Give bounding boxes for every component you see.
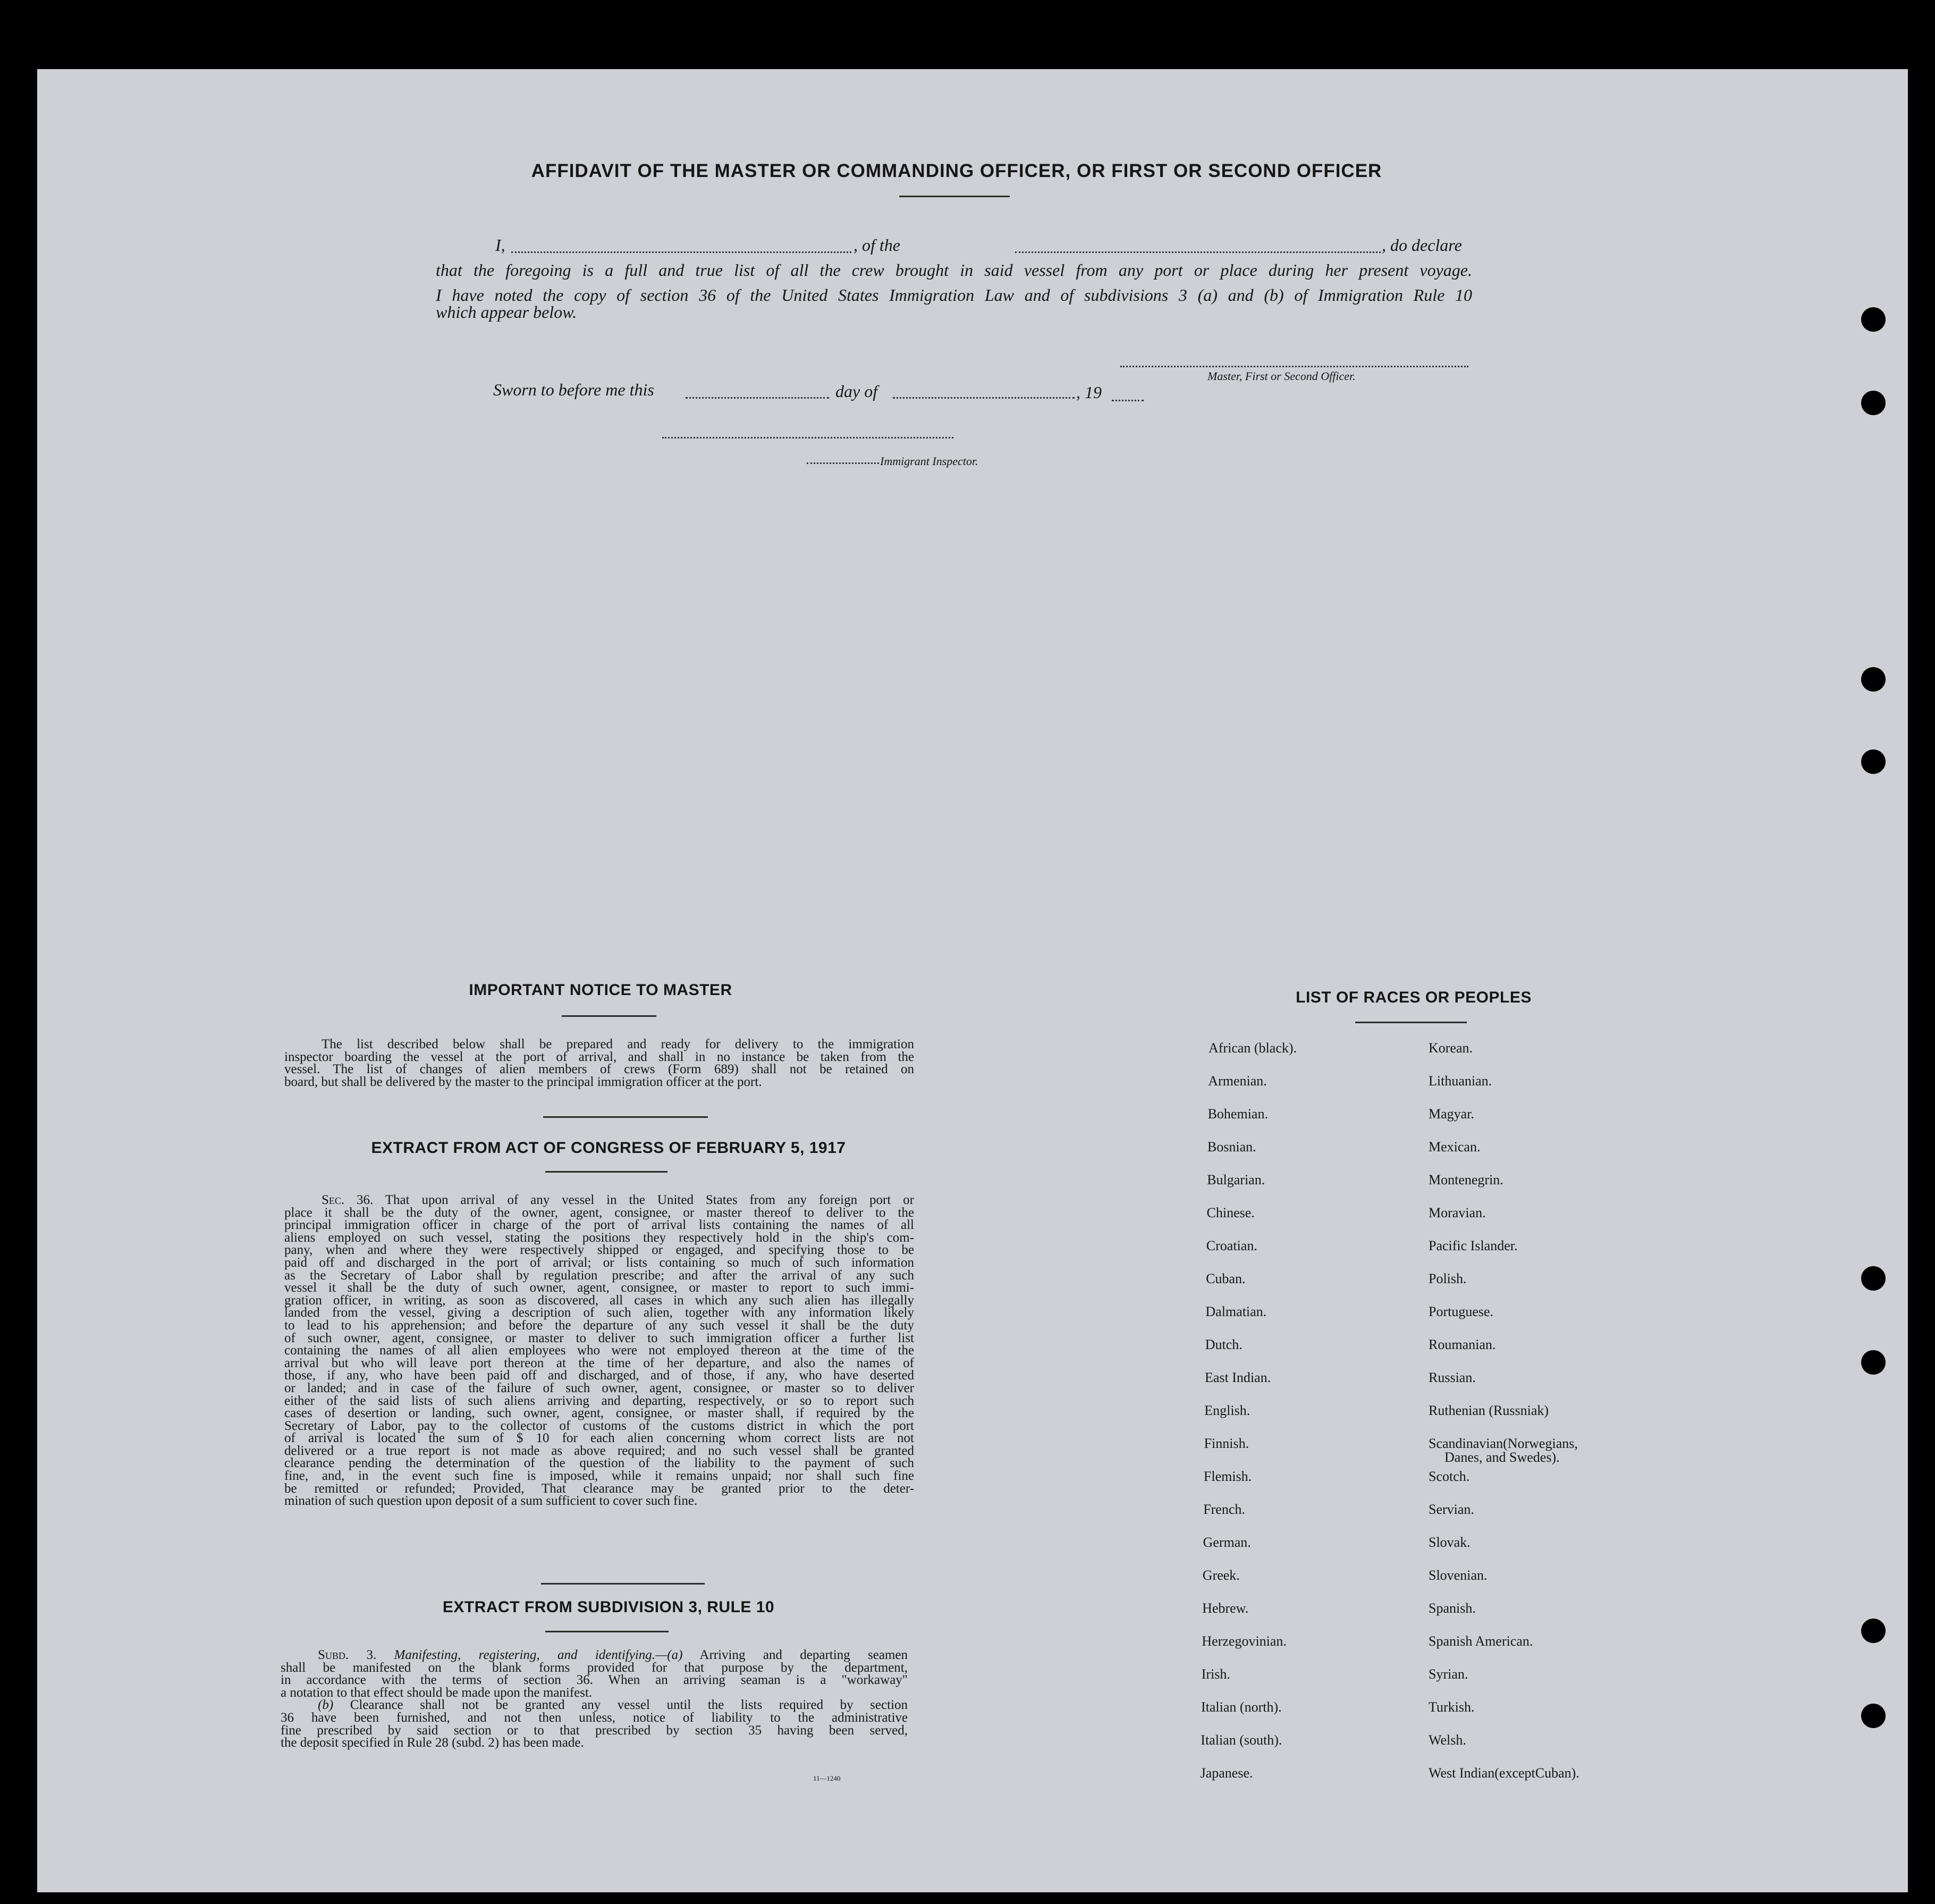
act-line: aliens employed on such vessel, stating the positions they respectively hold in the ship's com-: [284, 1230, 914, 1245]
rule-extract-title: EXTRACT FROM SUBDIVISION 3, RULE 10: [442, 1598, 775, 1616]
race-item: Dutch.: [1205, 1337, 1243, 1352]
punch-hole: [1861, 1350, 1886, 1375]
race-item: Irish.: [1201, 1666, 1230, 1682]
affidavit-declaration-line: [436, 237, 1472, 255]
punch-hole: [1861, 1266, 1886, 1291]
act-extract-underline: [545, 1171, 667, 1173]
act-line: fine, and, in the event such fine is imposed, while it remains unpaid; nor shall such fine: [284, 1469, 914, 1484]
act-line: Secretary of Labor, pay to the collector of customs of the customs district in which the port: [284, 1418, 914, 1433]
act-line: paid off and discharged in the port of arrival; or lists containing so much of such information: [284, 1255, 914, 1270]
race-item: Korean.: [1429, 1040, 1473, 1056]
act-line: vessel it shall be the duty of such owner, agent, consignee, or master to report to such immi-: [284, 1280, 914, 1295]
race-item: Bulgarian.: [1207, 1172, 1265, 1187]
act-line: principal immigration officer in charge of the port of arrival lists containing the names of all: [284, 1218, 914, 1233]
race-item: Welsh.: [1429, 1732, 1466, 1748]
race-item: Finnish.: [1204, 1436, 1249, 1451]
subd-label: Subd. 3.: [318, 1648, 377, 1662]
race-item: Italian (north).: [1201, 1699, 1282, 1715]
i-label: I,: [495, 235, 505, 255]
rule-line: 36 have been furnished, and not then unless, notice of liability to the administrative: [281, 1710, 908, 1725]
race-item: Pacific Islander.: [1429, 1238, 1518, 1253]
act-line: landed from the vessel, giving a description of such alien, together with any information likely: [284, 1305, 914, 1320]
race-item: Bohemian.: [1207, 1106, 1268, 1122]
act-extract-title: EXTRACT FROM ACT OF CONGRESS OF FEBRUARY 5, 1917: [371, 1139, 846, 1157]
act-line: mination of such question upon deposit of a sum sufficient to cover such fine.: [284, 1494, 698, 1509]
affidavit-title: AFFIDAVIT OF THE MASTER OR COMMANDING OFFICER, OR FIRST OR SECOND OFFICER: [531, 161, 1382, 181]
punch-hole: [1861, 749, 1886, 774]
act-line: Sec. 36. That upon arrival of any vessel in the United States from any foreign port or: [322, 1193, 914, 1207]
race-item: Mexican.: [1429, 1139, 1481, 1155]
act-line: arrival but who will leave port thereon at the time of her departure, and also the names of: [284, 1355, 914, 1370]
do-declare-label: , do declare: [1382, 235, 1462, 255]
act-line: of arrival is located the sum of $ 10 for each alien concerning whom correct lists are not: [284, 1431, 914, 1446]
rule-extract-underline: [545, 1631, 669, 1632]
act-extract-text: [284, 1194, 914, 1507]
race-item: Japanese.: [1200, 1765, 1253, 1781]
act-line: place it shall be the duty of the owner, agent, consignee, or master thereof to deliver to the: [284, 1205, 914, 1220]
race-item: Scandinavian(Norwegians,: [1429, 1436, 1578, 1451]
punch-hole: [1861, 1704, 1886, 1728]
act-line: clearance pending the determination of the question of the liability to the payment of such: [284, 1456, 914, 1471]
rule-line: a notation to that effect should be made upon the manifest.: [281, 1685, 593, 1700]
sworn-day-field[interactable]: [686, 397, 829, 399]
notice-line: vessel. The list of changes of alien members of crews (Form 689) shall not be retained on: [284, 1062, 914, 1077]
race-item: Scotch.: [1429, 1469, 1470, 1484]
document-page: [37, 69, 1908, 1892]
rule-line: (b) Clearance shall not be granted any vessel until the lists required by section: [318, 1698, 908, 1713]
vessel-name-field[interactable]: [1015, 251, 1381, 253]
notice-underline: [562, 1015, 656, 1017]
race-item: Spanish.: [1429, 1600, 1476, 1616]
rule-extract-text: [281, 1649, 908, 1749]
punch-hole: [1861, 391, 1886, 415]
rule-line: in accordance with the terms of section 36. When an arriving seaman is a "workaway": [281, 1673, 908, 1688]
rule-line: the deposit specified in Rule 28 (subd. 2) has been made.: [281, 1735, 584, 1750]
race-item: Dalmatian.: [1205, 1304, 1267, 1319]
act-line: be remitted or refunded; Provided, That clearance may be granted prior to the deter-: [284, 1481, 914, 1496]
rule-line: fine prescribed by said section or to that prescribed by section 35 having been served,: [281, 1723, 908, 1738]
race-item: Roumanian.: [1429, 1337, 1496, 1352]
race-item: Montenegrin.: [1429, 1172, 1503, 1187]
section-divider: [541, 1583, 705, 1585]
b-label: (b): [318, 1698, 334, 1713]
race-item: Spanish American.: [1429, 1633, 1533, 1649]
inspector-signature-field[interactable]: [662, 437, 953, 439]
act-line: gration officer, in writing, as soon as discovered, all cases in which any such alien has illegally: [284, 1293, 914, 1308]
affidavit-line: which appear below.: [436, 302, 577, 322]
act-line: as the Secretary of Labor shall by regulation prescribe; and after the arrival of any such: [284, 1268, 914, 1283]
notice-title: IMPORTANT NOTICE TO MASTER: [469, 981, 732, 999]
punch-hole: [1861, 1619, 1886, 1643]
sworn-year-field[interactable]: [1112, 400, 1144, 401]
punch-hole: [1861, 307, 1886, 332]
race-item: Flemish.: [1203, 1469, 1252, 1484]
race-item: Ruthenian (Russniak): [1429, 1403, 1549, 1418]
master-name-field[interactable]: [511, 251, 851, 253]
race-item: Hebrew.: [1202, 1600, 1249, 1616]
affidavit-line: I have noted the copy of section 36 of the United States Immigration Law and of subdivisions 3 (a) and (b) of Immigration Rule 10: [436, 285, 1472, 305]
race-item: West Indian(exceptCuban).: [1429, 1765, 1579, 1781]
rule-line: shall be manifested on the blank forms provided for that purpose by the department,: [281, 1660, 908, 1675]
races-underline: [1355, 1022, 1467, 1023]
race-item: Italian (south).: [1201, 1732, 1282, 1748]
race-item: Moravian.: [1429, 1205, 1486, 1220]
notice-text: [284, 1038, 914, 1088]
race-item: Slovak.: [1429, 1535, 1471, 1550]
act-line: containing the names of all alien employees who were not employed thereon at the time of the: [284, 1343, 914, 1358]
race-item: Polish.: [1429, 1271, 1467, 1286]
race-item: Croatian.: [1206, 1238, 1257, 1253]
race-item: German.: [1203, 1535, 1251, 1550]
punch-hole: [1861, 667, 1886, 692]
act-line: pany, when and where they were respectively shipped or engaged, and specifying those to be: [284, 1243, 914, 1258]
section-label: Sec. 36.: [322, 1193, 374, 1207]
notice-line: inspector boarding the vessel at the port of arrival, and shall in no instance be taken from the: [284, 1049, 914, 1064]
inspector-label: Immigrant Inspector.: [880, 454, 978, 468]
race-item: Portuguese.: [1429, 1304, 1494, 1319]
act-line: cases of desertion or landing, such owner, agent, consignee, or master shall, if required by the: [284, 1406, 914, 1421]
race-item: African (black).: [1209, 1040, 1297, 1056]
sworn-label: Sworn to before me this: [493, 380, 654, 399]
master-signature-field[interactable]: [1120, 366, 1468, 367]
race-item: English.: [1204, 1403, 1250, 1418]
act-line: to lead to his apprehension; and before the departure of any such vessel it shall be the duty: [284, 1318, 914, 1333]
subd-heading: Manifesting, registering, and identifying.—(a): [394, 1648, 683, 1662]
form-number: 11—1240: [813, 1774, 841, 1782]
race-item: Magyar.: [1429, 1106, 1474, 1122]
act-line: delivered or a true report is not made as above required; and no such vessel shall be granted: [284, 1443, 914, 1458]
year-prefix-label: , 19: [1076, 383, 1102, 402]
act-line: those, if any, who have been paid off and discharged, and of those, if any, who have deserted: [284, 1368, 914, 1383]
notice-line: board, but shall be delivered by the master to the principal immigration officer at the port.: [284, 1074, 762, 1089]
sworn-month-field[interactable]: [893, 397, 1075, 399]
race-item: East Indian.: [1205, 1370, 1271, 1385]
act-line: either of the said lists of such aliens arriving and departing, respectively, or so to report such: [284, 1393, 914, 1408]
race-item: Cuban.: [1206, 1271, 1246, 1286]
of-the-label: , of the: [854, 235, 900, 255]
race-item: French.: [1203, 1502, 1245, 1517]
race-item: Danes, and Swedes).: [1444, 1450, 1560, 1465]
race-item: Servian.: [1429, 1502, 1474, 1517]
rule-line: Subd. 3. Manifesting, registering, and identifying.—(a) Arriving and departing seamen: [318, 1648, 908, 1662]
affidavit-line: that the foregoing is a full and true list of all the crew brought in said vessel from any port or place during her present voyage.: [436, 260, 1472, 280]
race-item: Bosnian.: [1207, 1139, 1256, 1155]
race-item: Armenian.: [1208, 1073, 1267, 1089]
race-item: Chinese.: [1206, 1205, 1255, 1220]
notice-line: The list described below shall be prepared and ready for delivery to the immigration: [322, 1037, 914, 1051]
races-title: LIST OF RACES OR PEOPLES: [1296, 989, 1532, 1006]
race-item: Russian.: [1429, 1370, 1476, 1385]
race-item: Lithuanian.: [1429, 1073, 1492, 1089]
master-signature-label: Master, First or Second Officer.: [1207, 369, 1356, 383]
act-line: of such owner, agent, consignee, or master to deliver to such immigration officer a further list: [284, 1330, 914, 1345]
race-item: Syrian.: [1429, 1666, 1468, 1682]
inspector-signature-prefix: [807, 462, 879, 464]
race-item: Turkish.: [1429, 1699, 1475, 1715]
section-divider: [543, 1116, 708, 1118]
title-underline: [899, 196, 1010, 197]
race-item: Herzegovinian.: [1202, 1633, 1287, 1649]
race-item: Slovenian.: [1429, 1568, 1488, 1583]
day-of-label: day of: [835, 382, 878, 401]
race-item: Greek.: [1202, 1568, 1240, 1583]
act-line: or landed; and in case of the failure of such owner, agent, consignee, or master so to deliver: [284, 1380, 914, 1395]
